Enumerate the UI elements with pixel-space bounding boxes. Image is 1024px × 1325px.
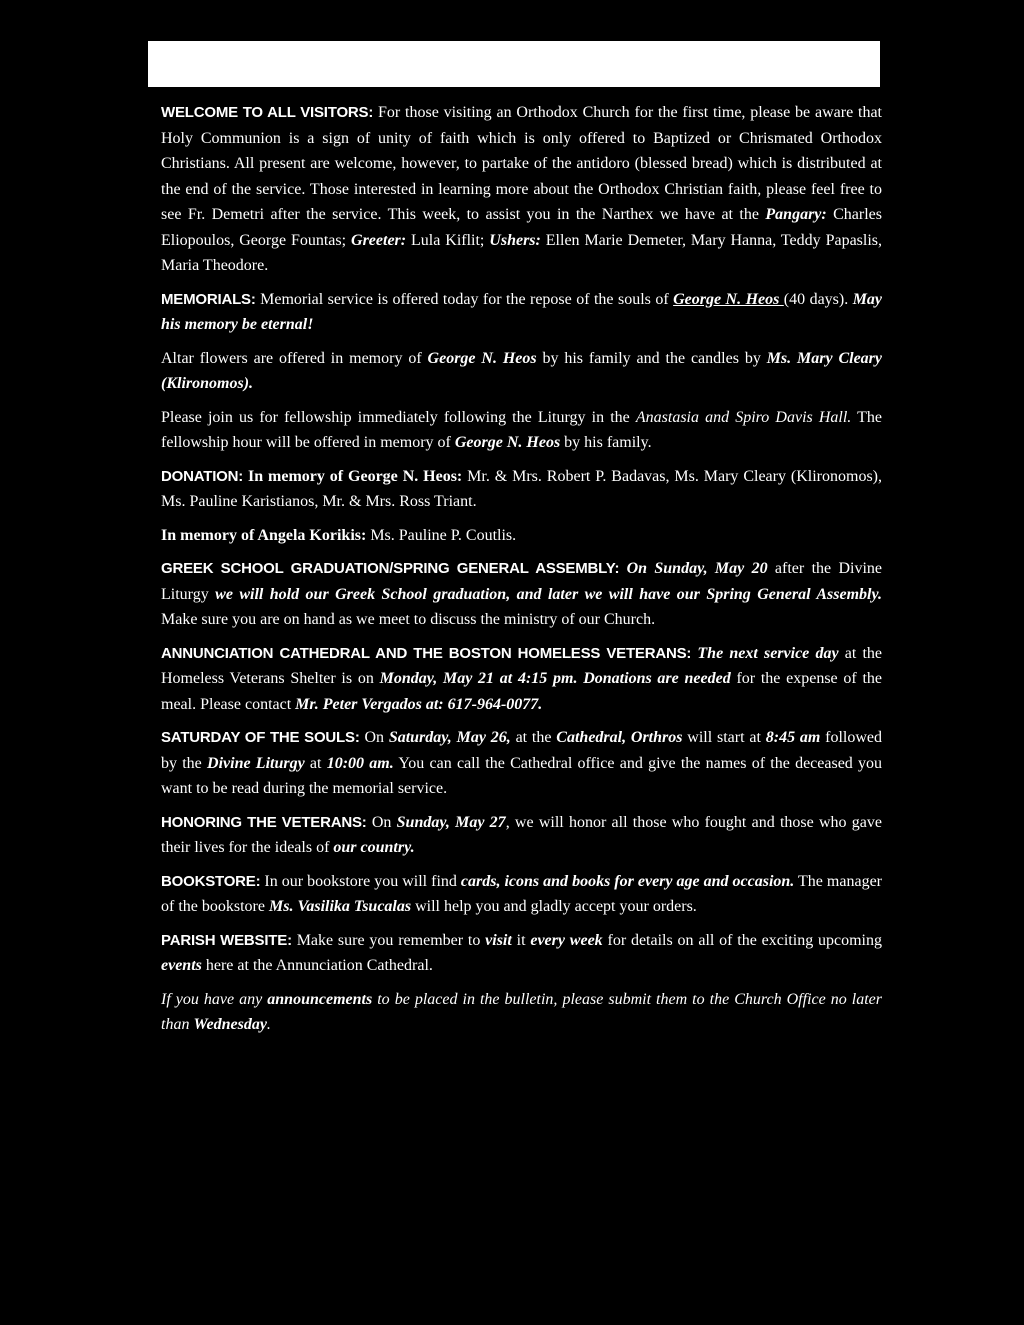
donation-heading: DONATION:	[161, 467, 244, 485]
altar-flowers-paragraph: Altar flowers are offered in memory of George N. Heos by his family and the candles by Ms. Mary Cleary (Klironomos).	[161, 349, 883, 392]
memorials-paragraph: MEMORIALS: Memorial service is offered today for the repose of the souls of George N. Heos (40 days). May his memory be eternal!	[161, 290, 883, 333]
bulletin-announcements	[161, 100, 882, 1046]
fellowship-paragraph: Please join us for fellowship immediately following the Liturgy in the Anastasia and Spiro Davis Hall. The fellowship hour will be offered in memory of George N. Heos by his family.	[161, 408, 882, 451]
website-paragraph: PARISH WEBSITE: Make sure you remember to visit it every week for details on all of the exciting upcoming events here at the Annunciation Cathedral.	[161, 931, 882, 974]
honoring-veterans-heading: HONORING THE VETERANS:	[161, 813, 367, 831]
honoring-veterans-paragraph: HONORING THE VETERANS: On Sunday, May 27, we will honor all those who fought and those who gave their lives for the ideals of our country.	[161, 813, 882, 856]
header-bar	[147, 40, 881, 88]
bookstore-paragraph: BOOKSTORE: In our bookstore you will find cards, icons and books for every age and occasion. The manager of the bookstore Ms. Vasilika Tsucalas will help you and gladly accept your orders.	[161, 872, 882, 915]
closing-note: If you have any announcements to be placed in the bulletin, please submit them to the Church Office no later than Wednesday.	[161, 990, 882, 1033]
souls-heading: SATURDAY OF THE SOULS:	[161, 729, 360, 746]
homeless-veterans-paragraph: ANNUNCIATION CATHEDRAL AND THE BOSTON HOMELESS VETERANS: The next service day at the Homeless Veterans Shelter is on Monday, May 21 at 4:15 pm. Donations are needed for the expense of the meal. Please contact Mr. Peter Vergados at: 617-964-0077.	[161, 644, 883, 713]
souls-paragraph: SATURDAY OF THE SOULS: On Saturday, May 26, at the Cathedral, Orthros will start at 8:45 am followed by the Divine Liturgy at 10:00 am. You can call the Cathedral office and give the names of the deceased you want to be read during the memorial service.	[161, 729, 883, 797]
website-heading: PARISH WEBSITE:	[161, 931, 292, 949]
welcome-paragraph: WELCOME TO ALL VISITORS: For those visiting an Orthodox Church for the first time, please be aware that Holy Communion is a sign of unity of faith which is only offered to Baptized or Chrismated Orthodox Christians. All present are welcome, however, to partake of the antidoro (blessed bread) which is distributed at the end of the service. Those interested in learning more about the Orthodox Christian faith, please feel free to see Fr. Demetri after the service. This week, to assist you in the Narthex we have at the Pangary: Charles Eliopoulos, George Fountas; Greeter: Lula Kiflit; Ushers: Ellen Marie Demeter, Mary Hanna, Teddy Papaslis, Maria Theodore.	[161, 104, 883, 274]
donation-paragraph: DONATION: In memory of George N. Heos: Mr. & Mrs. Robert P. Badavas, Ms. Mary Cleary (Klironomos), Ms. Pauline Karistianos, Mr. & Mrs. Ross Triant.	[161, 467, 882, 510]
memorials-heading: MEMORIALS:	[161, 290, 256, 308]
greek-school-heading: GREEK SCHOOL GRADUATION/SPRING GENERAL ASSEMBLY:	[161, 560, 620, 577]
donation-korikis-paragraph: In memory of Angela Korikis: Ms. Pauline P. Coutlis.	[161, 526, 517, 544]
welcome-heading: WELCOME TO ALL VISITORS:	[161, 104, 374, 121]
homeless-veterans-heading: ANNUNCIATION CATHEDRAL AND THE BOSTON HOMELESS VETERANS:	[161, 644, 692, 662]
bookstore-heading: BOOKSTORE:	[161, 872, 261, 890]
greek-school-paragraph: GREEK SCHOOL GRADUATION/SPRING GENERAL ASSEMBLY: On Sunday, May 20 after the Divine Liturgy we will hold our Greek School graduation, and later we will have our Spring General Assembly. Make sure you are on hand as we meet to discuss the ministry of our Church.	[161, 560, 883, 628]
